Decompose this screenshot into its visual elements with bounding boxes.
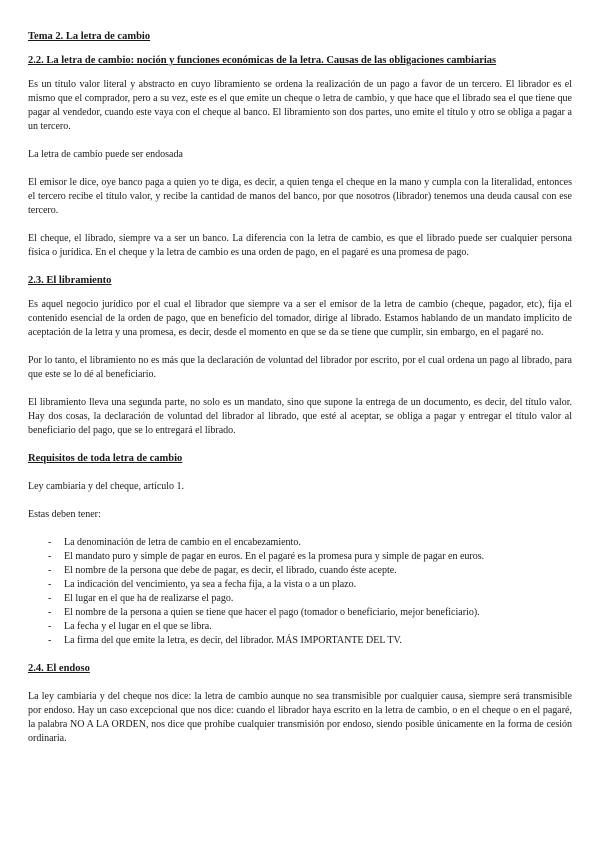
list-item-text: La fecha y el lugar en el que se libra. xyxy=(64,621,212,632)
document-page xyxy=(28,30,572,746)
list-item xyxy=(48,564,572,578)
paragraph-2-2-1: Es un título valor literal y abstracto en cuyo libramiento se ordena la realización de un pago a favor de un tercero. El librador es el mismo que el comprador, pero a su vez, este es el que emite un cheque o letra de cambio, y que hace que el librado sea el que tiene que pagar al vendedor, cuando este vaya con el cheque al banco. El libramiento son dos partes, uno emite el título y otro se obliga a pagar a un tercero. xyxy=(28,79,572,132)
list-item xyxy=(48,634,572,648)
bullet-dash: - xyxy=(48,579,52,590)
list-item-text: La indicación del vencimiento, ya sea a fecha fija, a la vista o a un plazo. xyxy=(64,579,357,590)
list-item xyxy=(48,592,572,606)
list-item-text: El mandato puro y simple de pagar en euros. En el pagaré es la promesa pura y simple de pagar en euros. xyxy=(64,551,485,562)
list-item-text: El lugar en el que ha de realizarse el pago. xyxy=(64,593,234,604)
list-item xyxy=(48,578,572,592)
list-item-text: El nombre de la persona que debe de pagar, es decir, el librado, cuando éste acepte. xyxy=(64,565,397,576)
section-heading-2-3: 2.3. El libramiento xyxy=(28,275,112,286)
paragraph-2-4-1: La ley cambiaria y del cheque nos dice: la letra de cambio aunque no sea transmisible por cualquier causa, siempre será transmisible por endoso. Hay un caso excepcional que nos dice: cuando el librador haya escrito en la letra de cambio, o en el cheque o en el pagaré, la palabra NO A LA ORDEN, nos dice que prohíbe cualquier transmisión por endoso, siendo posible únicamente en la forma de cesión ordinaria. xyxy=(28,691,572,744)
bullet-dash: - xyxy=(48,565,52,576)
paragraph-2-3-3: El libramiento lleva una segunda parte, no solo es un mandato, sino que supone la entrega de un documento, es decir, del título valor. Hay dos cosas, la declaración de voluntad del librador al librado, que esté al aceptar, se obliga a pagar y entregar el título valor al beneficiario del pago, que se lo entregará el librado. xyxy=(28,397,572,436)
document-title: Tema 2. La letra de cambio xyxy=(28,31,151,42)
bullet-dash: - xyxy=(48,635,52,646)
section-heading-2-4: 2.4. El endoso xyxy=(28,663,90,674)
paragraph-2-2-4: El cheque, el librado, siempre va a ser un banco. La diferencia con la letra de cambio, es que el librado puede ser cualquier persona física o jurídica. En el cheque y la letra de cambio es una orden de pago, en el pagaré es una promesa de pago. xyxy=(28,233,572,258)
paragraph-2-2-2: La letra de cambio puede ser endosada xyxy=(28,149,183,160)
requisitos-list xyxy=(28,536,572,648)
bullet-dash: - xyxy=(48,593,52,604)
section-heading-2-2: 2.2. La letra de cambio: noción y funciones económicas de la letra. Causas de las obligaciones cambiarias xyxy=(28,55,497,66)
paragraph-2-3-2: Por lo tanto, el libramiento no es más que la declaración de voluntad del librador por escrito, por el cual ordena un pago al librado, para que este se lo dé al beneficiario. xyxy=(28,355,572,380)
list-item-text: La firma del que emite la letra, es decir, del librador. MÁS IMPORTANTE DEL TV. xyxy=(64,635,402,646)
bullet-dash: - xyxy=(48,621,52,632)
requisitos-lead: Estas deben tener: xyxy=(28,509,101,520)
paragraph-2-2-3: El emisor le dice, oye banco paga a quien yo te diga, es decir, a quien tenga el cheque en la mano y cumpla con la literalidad, entonces el tercero recibe el título valor, y recibe la cantidad de manos del banco, por que nosotros (librador) tenemos una deuda causal con ese tercero. xyxy=(28,177,572,216)
list-item xyxy=(48,536,572,550)
requisitos-intro: Ley cambiaria y del cheque, artículo 1. xyxy=(28,481,185,492)
list-item xyxy=(48,606,572,620)
paragraph-2-3-1: Es aquel negocio jurídico por el cual el librador que siempre va a ser el emisor de la letra de cambio (cheque, pagador, etc), fija el contenido esencial de la orden de pago, que en beneficio del tomador, dirige al librado. Estamos hablando de un mandato implícito de aceptación de la letra y una promesa, es decir, desde el momento en que se da se tiene que cumplir, sin embargo, en el pagaré no. xyxy=(28,299,572,338)
bullet-dash: - xyxy=(48,607,52,618)
requisitos-heading: Requisitos de toda letra de cambio xyxy=(28,453,183,464)
list-item xyxy=(48,550,572,564)
list-item xyxy=(48,620,572,634)
bullet-dash: - xyxy=(48,551,52,562)
list-item-text: La denominación de letra de cambio en el encabezamiento. xyxy=(64,537,301,548)
bullet-dash: - xyxy=(48,537,52,548)
list-item-text: El nombre de la persona a quien se tiene que hacer el pago (tomador o beneficiario, mejor beneficiario). xyxy=(64,607,480,618)
